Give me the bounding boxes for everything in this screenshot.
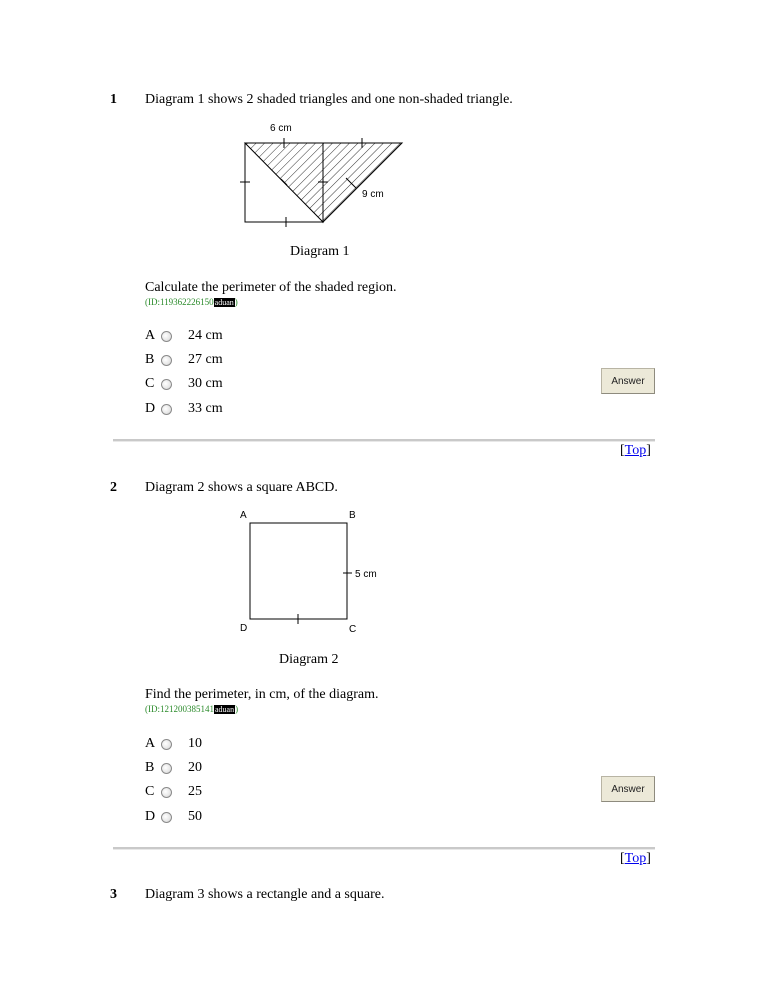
option-letter: C [145, 376, 155, 391]
question-number: 1 [110, 92, 117, 107]
separator [113, 439, 655, 442]
option-c-radio[interactable] [161, 379, 172, 390]
question-id-suffix: ) [235, 704, 239, 714]
option-letter: D [145, 401, 156, 416]
option-a-radio[interactable] [161, 331, 172, 342]
option-letter: B [145, 760, 155, 775]
question-id-prefix: (ID:119362226150 [145, 297, 214, 307]
question-id [145, 297, 238, 307]
option-c-radio[interactable] [161, 787, 172, 798]
diagram-1 [230, 118, 410, 228]
option-text: 25 [188, 784, 202, 799]
option-letter: C [145, 784, 155, 799]
top-link-wrapper: [Top] [620, 851, 651, 866]
vertex-b: B [349, 510, 356, 521]
option-text: 33 cm [188, 401, 223, 416]
option-letter: D [145, 809, 156, 824]
option-d-radio[interactable] [161, 812, 172, 823]
question-prompt: Find the perimeter, in cm, of the diagram. [145, 687, 379, 702]
label-6cm: 6 cm [270, 123, 292, 134]
report-tag[interactable]: aduan [215, 705, 235, 714]
question-number: 3 [110, 887, 117, 902]
option-a-radio[interactable] [161, 739, 172, 750]
option-text: 24 cm [188, 328, 223, 343]
diagram-2 [230, 503, 390, 638]
answer-button[interactable]: Answer [601, 368, 655, 394]
option-d-radio[interactable] [161, 404, 172, 415]
option-b-radio[interactable] [161, 763, 172, 774]
vertex-d: D [240, 623, 248, 634]
top-link[interactable]: Top [624, 443, 647, 458]
question-number: 2 [110, 480, 117, 495]
question-id [145, 704, 238, 714]
option-text: 27 cm [188, 352, 223, 367]
report-tag[interactable]: aduan [214, 298, 234, 307]
question-prompt: Calculate the perimeter of the shaded region. [145, 280, 397, 295]
diagram-caption: Diagram 2 [279, 652, 339, 667]
top-link-wrapper: [Top] [620, 443, 651, 458]
option-text: 10 [188, 736, 202, 751]
question-id-suffix: ) [234, 297, 238, 307]
top-link[interactable]: Top [624, 851, 647, 866]
label-5cm: 5 cm [355, 569, 377, 580]
separator [113, 847, 655, 850]
question-text: Diagram 1 shows 2 shaded triangles and one non-shaded triangle. [145, 92, 513, 107]
vertex-c: C [349, 624, 357, 635]
option-text: 20 [188, 760, 202, 775]
option-letter: B [145, 352, 155, 367]
option-letter: A [145, 736, 156, 751]
option-text: 30 cm [188, 376, 223, 391]
question-id-prefix: (ID:121200385141 [145, 704, 214, 714]
label-9cm: 9 cm [362, 189, 384, 200]
answer-button[interactable]: Answer [601, 776, 655, 802]
option-text: 50 [188, 809, 202, 824]
option-letter: A [145, 328, 156, 343]
question-text: Diagram 2 shows a square ABCD. [145, 480, 338, 495]
vertex-a: A [240, 510, 247, 521]
question-text: Diagram 3 shows a rectangle and a square. [145, 887, 385, 902]
diagram-caption: Diagram 1 [290, 244, 350, 259]
option-b-radio[interactable] [161, 355, 172, 366]
